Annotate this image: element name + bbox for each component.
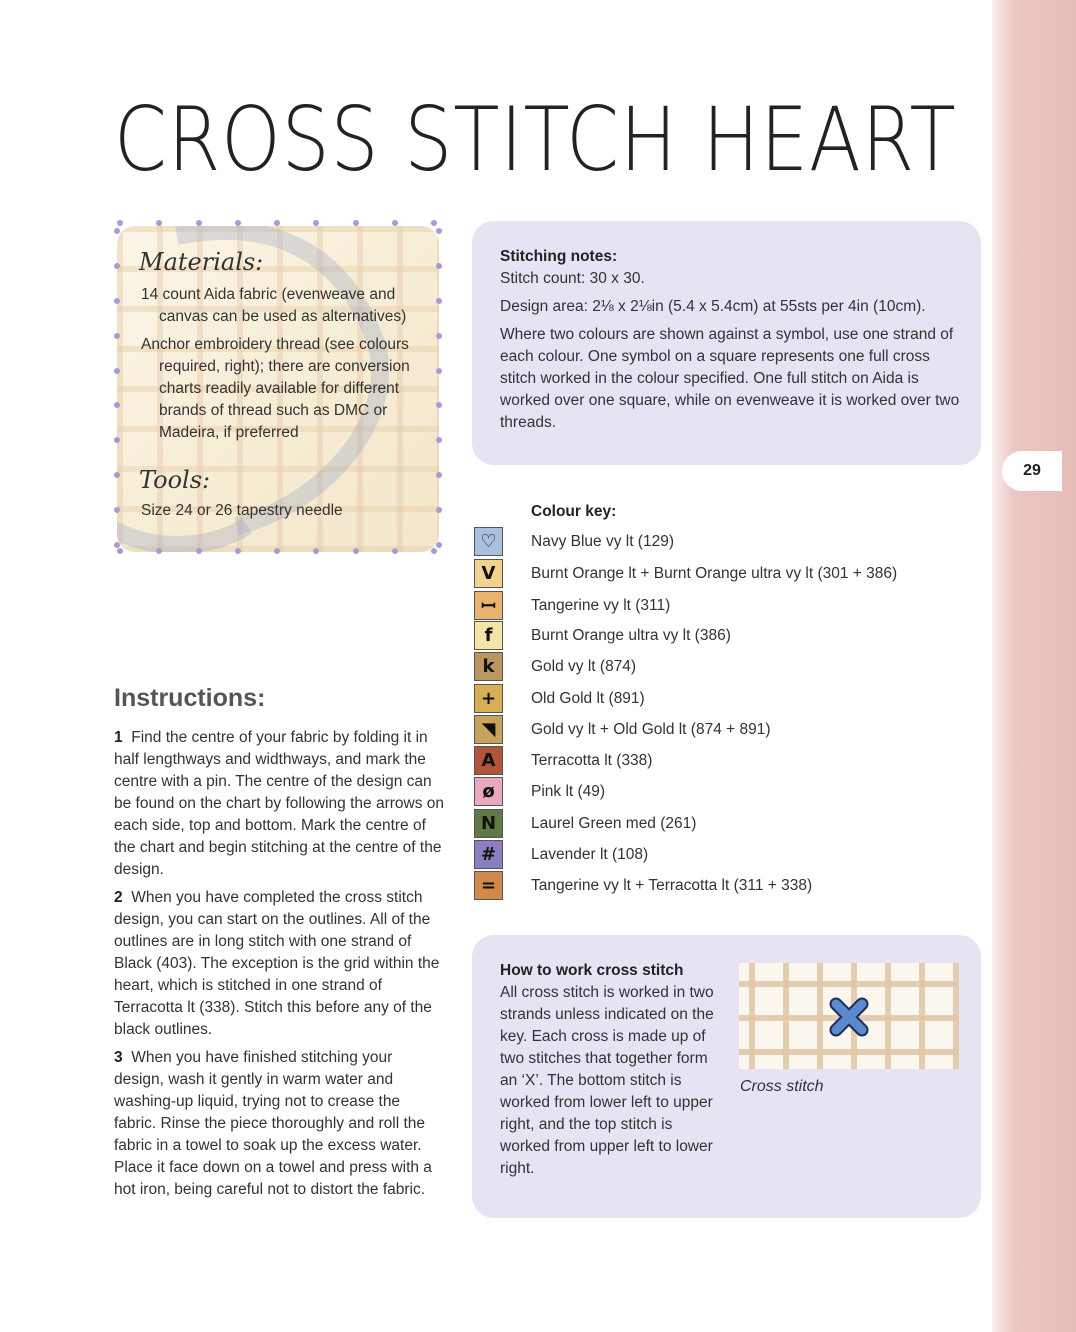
- border-dot: [114, 542, 120, 548]
- colour-key-label: Tangerine vy lt (311): [531, 596, 671, 614]
- colour-swatch: ꟷ: [474, 591, 503, 620]
- border-dot: [436, 263, 442, 269]
- colour-key-label: Burnt Orange lt + Burnt Orange ultra vy lt (301 + 386): [531, 564, 898, 582]
- border-dot: [436, 437, 442, 443]
- dotted-border-bottom: [117, 548, 437, 554]
- instruction-step: [114, 727, 446, 881]
- stitching-notes-body: Where two colours are shown against a symbol, use one strand of each colour. One symbol on a square represents one full cross stitch worked in the colour specified. One full stitch on Aida is worked over one square, while on evenweave it is worked over two threads.: [500, 326, 960, 431]
- cross-stitch-diagram: [739, 963, 959, 1069]
- materials-list: [141, 284, 431, 450]
- colour-key-label: Gold vy lt (874): [531, 657, 637, 675]
- colour-key-row: [474, 558, 898, 589]
- tools-item: Size 24 or 26 tapestry needle: [141, 502, 343, 519]
- colour-key-row: [474, 776, 606, 807]
- border-dot: [156, 220, 162, 226]
- border-dot: [313, 220, 319, 226]
- border-dot: [392, 548, 398, 554]
- colour-key-label: Navy Blue vy lt (129): [531, 532, 674, 550]
- border-dot: [114, 333, 120, 339]
- how-to-box: [472, 935, 981, 1218]
- colour-swatch: ø: [474, 777, 503, 806]
- cross-stitch-icon: [739, 963, 959, 1069]
- border-dot: [436, 542, 442, 548]
- border-dot: [274, 548, 280, 554]
- border-dot: [431, 548, 437, 554]
- border-dot: [114, 437, 120, 443]
- instructions-list: [114, 727, 446, 1207]
- colour-swatch: =: [474, 871, 503, 900]
- dotted-border-left: [114, 228, 120, 548]
- colour-swatch: k: [474, 652, 503, 681]
- colour-swatch: V: [474, 559, 503, 588]
- step-text: Find the centre of your fabric by folding it in half lengthways and widthways, and mark the centre with a pin. The centre of the design can be found on the chart by following the arrows on each side, top and bottom. Mark the centre of the chart and begin stitching at the centre of the design.: [114, 729, 445, 878]
- border-dot: [436, 228, 442, 234]
- diagram-caption: Cross stitch: [740, 1078, 824, 1095]
- colour-key-row: [474, 590, 671, 621]
- materials-item: 14 count Aida fabric (evenweave and canvas can be used as alternatives): [141, 286, 407, 325]
- colour-key-row: [474, 839, 649, 870]
- colour-swatch: f: [474, 621, 503, 650]
- colour-key-row: [474, 683, 645, 714]
- colour-key-label: Burnt Orange ultra vy lt (386): [531, 626, 731, 644]
- colour-key-row: [474, 745, 653, 776]
- materials-heading: Materials:: [139, 248, 264, 276]
- step-number: 2: [114, 889, 123, 906]
- border-dot: [353, 548, 359, 554]
- border-dot: [392, 220, 398, 226]
- tools-heading: Tools:: [139, 466, 211, 494]
- border-dot: [156, 548, 162, 554]
- how-to-body: All cross stitch is worked in two strands unless indicated on the key. Each cross is made up of two stitches that together form an ‘X’. The bottom stitch is worked from lower left to upper right, and the top stitch is worked from upper left to lower right.: [500, 984, 714, 1177]
- border-dot: [196, 220, 202, 226]
- border-dot: [436, 368, 442, 374]
- colour-swatch: +: [474, 684, 503, 713]
- step-text: When you have completed the cross stitch design, you can start on the outlines. All of the outlines are in long stitch with one strand of Black (403). The exception is the grid within the heart, which is stitched in one strand of Terracotta lt (338). Stitch this before any of the black outlines.: [114, 889, 440, 1038]
- border-dot: [353, 220, 359, 226]
- colour-key-label: Old Gold lt (891): [531, 689, 645, 707]
- stitch-count: Stitch count: 30 x 30.: [500, 270, 645, 287]
- step-text: When you have finished stitching your design, wash it gently in warm water and washing-up liquid, trying not to crease the fabric. Rinse the piece thoroughly and roll the fabric in a towel to soak up the excess water. Place it face down on a towel and press with a hot iron, being careful not to distort the fabric.: [114, 1049, 432, 1198]
- colour-key-row: [474, 620, 731, 651]
- border-dot: [235, 548, 241, 554]
- colour-swatch: ◥: [474, 715, 503, 744]
- border-dot: [114, 472, 120, 478]
- design-area: Design area: 2⅛ x 2⅛in (5.4 x 5.4cm) at 55sts per 4in (10cm).: [500, 298, 926, 315]
- colour-key-row: [474, 808, 697, 839]
- page-title: CROSS STITCH HEART: [114, 88, 957, 191]
- border-dot: [431, 220, 437, 226]
- border-dot: [436, 472, 442, 478]
- border-dot: [274, 220, 280, 226]
- stitching-notes-heading: Stitching notes:: [500, 248, 618, 265]
- colour-key-heading: Colour key:: [531, 503, 617, 520]
- instruction-step: [114, 887, 446, 1041]
- border-dot: [114, 507, 120, 513]
- border-dot: [114, 368, 120, 374]
- border-dot: [114, 263, 120, 269]
- colour-swatch: A: [474, 746, 503, 775]
- page-number: 29: [1002, 451, 1062, 491]
- instruction-step: [114, 1047, 446, 1201]
- step-number: 1: [114, 729, 123, 746]
- materials-card: [117, 226, 439, 552]
- dotted-border-right: [436, 228, 442, 548]
- border-dot: [114, 298, 120, 304]
- colour-key-label: Laurel Green med (261): [531, 814, 697, 832]
- colour-swatch: #: [474, 840, 503, 869]
- colour-key-label: Lavender lt (108): [531, 845, 649, 863]
- border-dot: [117, 220, 123, 226]
- border-dot: [196, 548, 202, 554]
- colour-key-label: Pink lt (49): [531, 782, 606, 800]
- border-dot: [313, 548, 319, 554]
- materials-item: Anchor embroidery thread (see colours required, right); there are conversion charts readily available for different brands of thread such as DMC or Madeira, if preferred: [141, 336, 410, 441]
- border-dot: [436, 298, 442, 304]
- colour-swatch: ♡: [474, 527, 503, 556]
- instructions-heading: Instructions:: [114, 684, 266, 712]
- how-to-heading: How to work cross stitch: [500, 962, 684, 979]
- colour-key-label: Terracotta lt (338): [531, 751, 653, 769]
- colour-key-label: Gold vy lt + Old Gold lt (874 + 891): [531, 720, 771, 738]
- border-dot: [117, 548, 123, 554]
- colour-key-row: [474, 870, 813, 901]
- border-dot: [436, 333, 442, 339]
- dotted-border-top: [117, 220, 437, 226]
- colour-key-row: [474, 651, 637, 682]
- stitching-notes-box: [472, 221, 981, 465]
- colour-swatch: N: [474, 809, 503, 838]
- step-number: 3: [114, 1049, 123, 1066]
- side-decoration-strip: [992, 0, 1076, 1332]
- border-dot: [436, 402, 442, 408]
- colour-key-row: [474, 714, 771, 745]
- border-dot: [114, 402, 120, 408]
- border-dot: [235, 220, 241, 226]
- border-dot: [436, 507, 442, 513]
- colour-key-label: Tangerine vy lt + Terracotta lt (311 + 338): [531, 876, 813, 894]
- colour-key-row: [474, 526, 674, 557]
- border-dot: [114, 228, 120, 234]
